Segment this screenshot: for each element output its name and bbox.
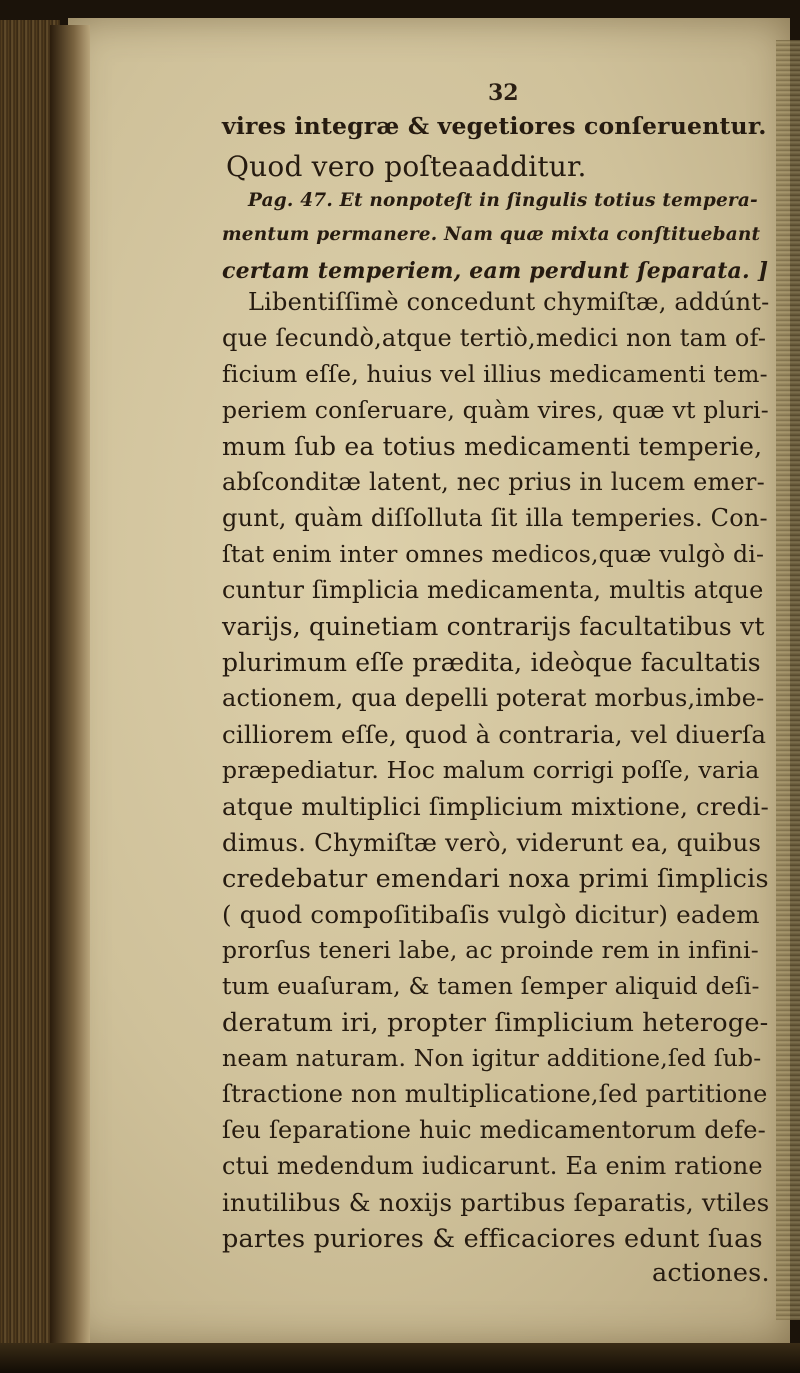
text-line: gunt, quàm diſſolluta ſit illa temperies. Con- bbox=[222, 504, 768, 532]
text-line: atque multiplici ſimplicium mixtione, credi- bbox=[222, 792, 769, 821]
text-line: neam naturam. Non igitur additione,ſed ſub- bbox=[222, 1044, 762, 1072]
text-line: abſconditæ latent, nec prius in lucem emer- bbox=[222, 468, 765, 496]
text-line-italic: certam temperiem, eam perdunt ſeparata. ] bbox=[222, 258, 769, 284]
text-line: ſtractione non multiplicatione,ſed partitione bbox=[222, 1080, 768, 1108]
text-line: ( quod compoſitibaſis vulgò dicitur) eadem bbox=[222, 900, 760, 929]
text-line: vires integræ & vegetiores conſeruentur. bbox=[222, 112, 767, 140]
text-line: varijs, quinetiam contrarijs facultatibus vt bbox=[222, 612, 765, 641]
text-line: inutilibus & noxijs partibus ſeparatis, vtiles bbox=[222, 1188, 770, 1217]
text-line: ficium eſſe, huius vel illius medicamenti tem- bbox=[222, 360, 768, 388]
gutter-shadow bbox=[50, 25, 90, 1345]
catchword: actiones. bbox=[652, 1258, 770, 1288]
text-line: ctui medendum iudicarunt. Ea enim ratione bbox=[222, 1152, 763, 1180]
text-line: partes puriores & efficaciores edunt ſuas bbox=[222, 1224, 763, 1254]
text-line: cuntur ſimplicia medicamenta, multis atque bbox=[222, 576, 764, 604]
text-line: plurimum eſſe prædita, ideòque facultatis bbox=[222, 648, 761, 677]
text-line: que ſecundò,atque tertiò,medici non tam of- bbox=[222, 324, 767, 352]
text-line: deratum iri, propter ſimplicium heteroge- bbox=[222, 1008, 769, 1038]
text-line: mum ſub ea totius medicamenti temperie, bbox=[222, 432, 763, 461]
text-line: periem conſeruare, quàm vires, quæ vt pluri- bbox=[222, 396, 769, 424]
text-line: credebatur emendari noxa primi ſimplicis bbox=[222, 864, 769, 894]
page-fore-edge bbox=[776, 40, 800, 1320]
text-line: præpediatur. Hoc malum corrigi poſſe, varia bbox=[222, 756, 760, 784]
book-page bbox=[68, 18, 790, 1345]
text-line: ſeu ſeparatione huic medicamentorum defe- bbox=[222, 1116, 766, 1144]
text-line: ſtat enim inter omnes medicos,quæ vulgò di- bbox=[222, 540, 765, 568]
page-number: 32 bbox=[488, 80, 519, 106]
text-line: Quod vero poſteaadditur. bbox=[226, 150, 587, 183]
bottom-shadow bbox=[0, 1343, 800, 1373]
text-line-italic: mentum permanere. Nam quæ mixta conſtituebant bbox=[222, 224, 761, 245]
text-line: actionem, qua depelli poterat morbus,imbe- bbox=[222, 684, 765, 712]
text-line-italic: Pag. 47. Et nonpoteſt in ſingulis totius tempera- bbox=[248, 190, 758, 211]
text-line: prorſus teneri labe, ac proinde rem in infini- bbox=[222, 936, 759, 964]
text-line: Libentiſſimè concedunt chymiſtæ, addúnt- bbox=[248, 288, 770, 316]
text-line: cilliorem eſſe, quod à contraria, vel diuerſa bbox=[222, 720, 767, 749]
text-line: tum euaſuram, & tamen ſemper aliquid deſi- bbox=[222, 972, 760, 1000]
text-line: dimus. Chymiſtæ verò, viderunt ea, quibus bbox=[222, 828, 762, 857]
